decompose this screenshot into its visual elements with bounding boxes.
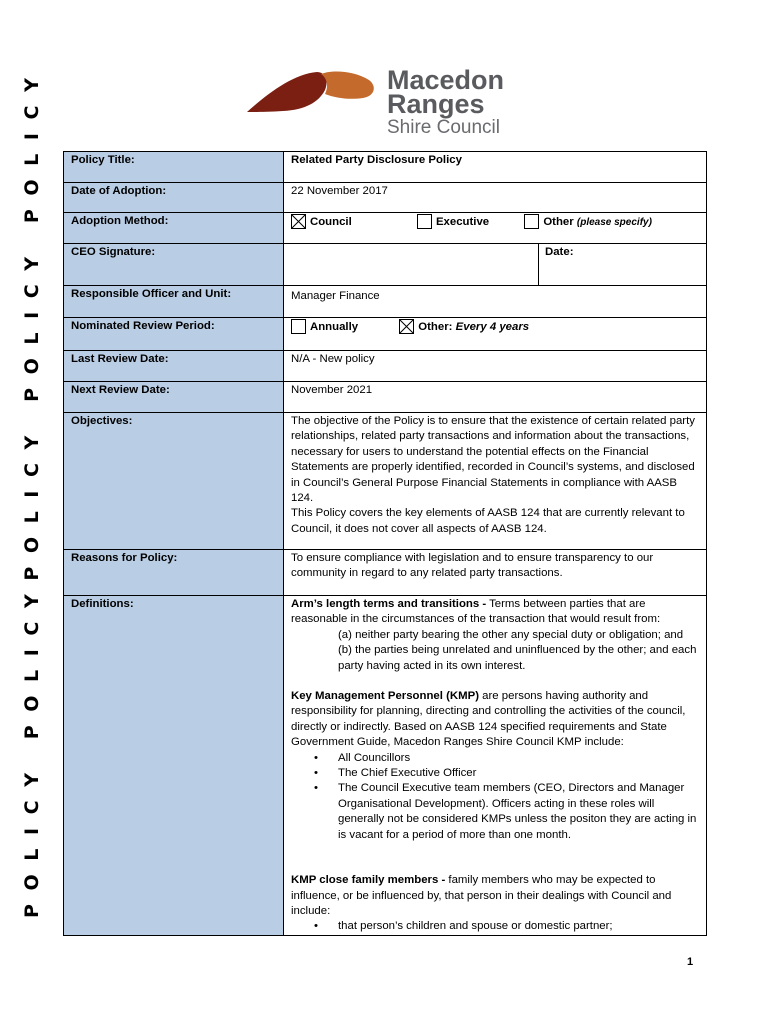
annually-option-label: Annually bbox=[310, 321, 359, 333]
review-other-checkbox[interactable] bbox=[399, 319, 414, 334]
kmp-term: Key Management Personnel (KMP) bbox=[291, 690, 479, 703]
date-of-adoption-value: 22 November 2017 bbox=[284, 183, 707, 213]
definitions-label: Definitions: bbox=[64, 596, 284, 936]
table-row bbox=[64, 286, 707, 318]
list-item: • The Council Executive team members (CEO, Directors and Manager Organisational Development). Officers acting in these roles will generally not be considered KMPs unless the positon they are acting in is vacant for a period of more than one month. bbox=[338, 781, 699, 843]
arms-length-term: Arm’s length terms and transitions - bbox=[291, 598, 487, 610]
review-period-options bbox=[284, 318, 707, 351]
ceo-signature-cell bbox=[284, 244, 707, 286]
ceo-date-label: Date: bbox=[545, 246, 574, 258]
kmp-family-definition bbox=[291, 873, 699, 919]
next-review-label: Next Review Date: bbox=[64, 382, 284, 413]
table-row bbox=[64, 213, 707, 244]
table-row bbox=[64, 183, 707, 213]
arms-length-item-a: (a) neither party bearing the other any special duty or obligation; and bbox=[338, 628, 684, 641]
table-row bbox=[64, 318, 707, 351]
kmp-list bbox=[291, 751, 699, 843]
page-number: 1 bbox=[687, 956, 694, 968]
logo-text-macedon: Macedon bbox=[387, 65, 505, 95]
table-row bbox=[64, 550, 707, 596]
list-item: • The Chief Executive Officer bbox=[338, 766, 699, 781]
table-row bbox=[64, 244, 707, 286]
ceo-signature-field[interactable] bbox=[284, 244, 539, 285]
policy-table bbox=[63, 151, 707, 936]
kmp-definition bbox=[291, 689, 699, 751]
policy-title-value: Related Party Disclosure Policy bbox=[284, 152, 707, 183]
arms-length-definition bbox=[291, 597, 699, 628]
table-row bbox=[64, 413, 707, 550]
review-other-value: Every 4 years bbox=[455, 321, 530, 333]
arms-length-item-b: (b) the parties being unrelated and uninfluenced by the other; and each party having acted in its own interest. bbox=[338, 644, 697, 672]
last-review-value: N/A - New policy bbox=[284, 351, 707, 382]
adoption-method-label: Adoption Method: bbox=[64, 213, 284, 244]
review-period-label: Nominated Review Period: bbox=[64, 318, 284, 351]
annually-checkbox[interactable] bbox=[291, 319, 306, 334]
table-row bbox=[64, 382, 707, 413]
executive-option-label: Executive bbox=[435, 216, 490, 228]
checked-x-icon bbox=[400, 320, 413, 333]
table-row bbox=[64, 351, 707, 382]
table-row bbox=[64, 596, 707, 936]
kmp-text: are persons having authority and responsibility for planning, directing and controlling the activities of the council, directly or indirectly. Based on AASB 124 specified requirements and State Government Guide, Macedon Ranges Shire Council KMP include: bbox=[291, 690, 686, 749]
logo-text-ranges: Ranges bbox=[387, 89, 485, 119]
last-review-label: Last Review Date: bbox=[64, 351, 284, 382]
list-item: • that person’s children and spouse or domestic partner; bbox=[338, 919, 699, 934]
ceo-signature-label: CEO Signature: bbox=[64, 244, 284, 286]
reasons-value: To ensure compliance with legislation and to ensure transparency to our community in regard to any related party transactions. bbox=[284, 550, 707, 596]
table-row bbox=[64, 152, 707, 183]
executive-checkbox[interactable] bbox=[417, 214, 432, 229]
objectives-paragraph-2: This Policy covers the key elements of AASB 124 that are currently relevant to Council, it does not cover all aspects of AASB 124. bbox=[291, 507, 685, 535]
other-option-label: Other bbox=[543, 216, 574, 228]
arms-length-text: Terms between parties that are reasonable in the circumstances of the transaction that would result from: bbox=[291, 598, 661, 626]
checked-x-icon bbox=[292, 215, 305, 228]
reasons-label: Reasons for Policy: bbox=[64, 550, 284, 596]
date-of-adoption-label: Date of Adoption: bbox=[64, 183, 284, 213]
other-option-note: (please specify) bbox=[576, 217, 652, 228]
logo-text-shire-council: Shire Council bbox=[387, 117, 500, 138]
kmp-family-term: KMP close family members - bbox=[291, 874, 446, 887]
council-logo bbox=[245, 64, 535, 142]
review-other-label: Other: bbox=[418, 321, 453, 333]
other-checkbox[interactable] bbox=[524, 214, 539, 229]
objectives-cell bbox=[284, 413, 707, 550]
council-option-label: Council bbox=[310, 216, 352, 228]
kmp-family-list bbox=[291, 919, 699, 934]
vertical-policy-banner: POLICY POLICYPOLICY POLICY POLICY bbox=[21, 64, 43, 918]
responsible-officer-label: Responsible Officer and Unit: bbox=[64, 286, 284, 318]
mountain-logo-icon bbox=[245, 68, 385, 118]
responsible-officer-value: Manager Finance bbox=[284, 286, 707, 318]
objectives-paragraph-1: The objective of the Policy is to ensure that the existence of certain related party relationships, related party transactions and information about the transactions, necessary for users to understand the potential effects on the Financial Statements are properly identified, recorded in Council’s systems, and disclosed in Council’s General Purpose Financial Statements in compliance with AASB 124. bbox=[291, 415, 695, 505]
council-checkbox[interactable] bbox=[291, 214, 306, 229]
kmp-family-text: family members who may be expected to influence, or be influenced by, that person in their dealings with Council and include: bbox=[291, 874, 672, 917]
list-item: • All Councillors bbox=[338, 751, 699, 766]
next-review-value: November 2021 bbox=[284, 382, 707, 413]
objectives-label: Objectives: bbox=[64, 413, 284, 550]
adoption-method-options bbox=[284, 213, 707, 244]
definitions-cell bbox=[284, 596, 707, 936]
policy-title-label: Policy Title: bbox=[64, 152, 284, 183]
